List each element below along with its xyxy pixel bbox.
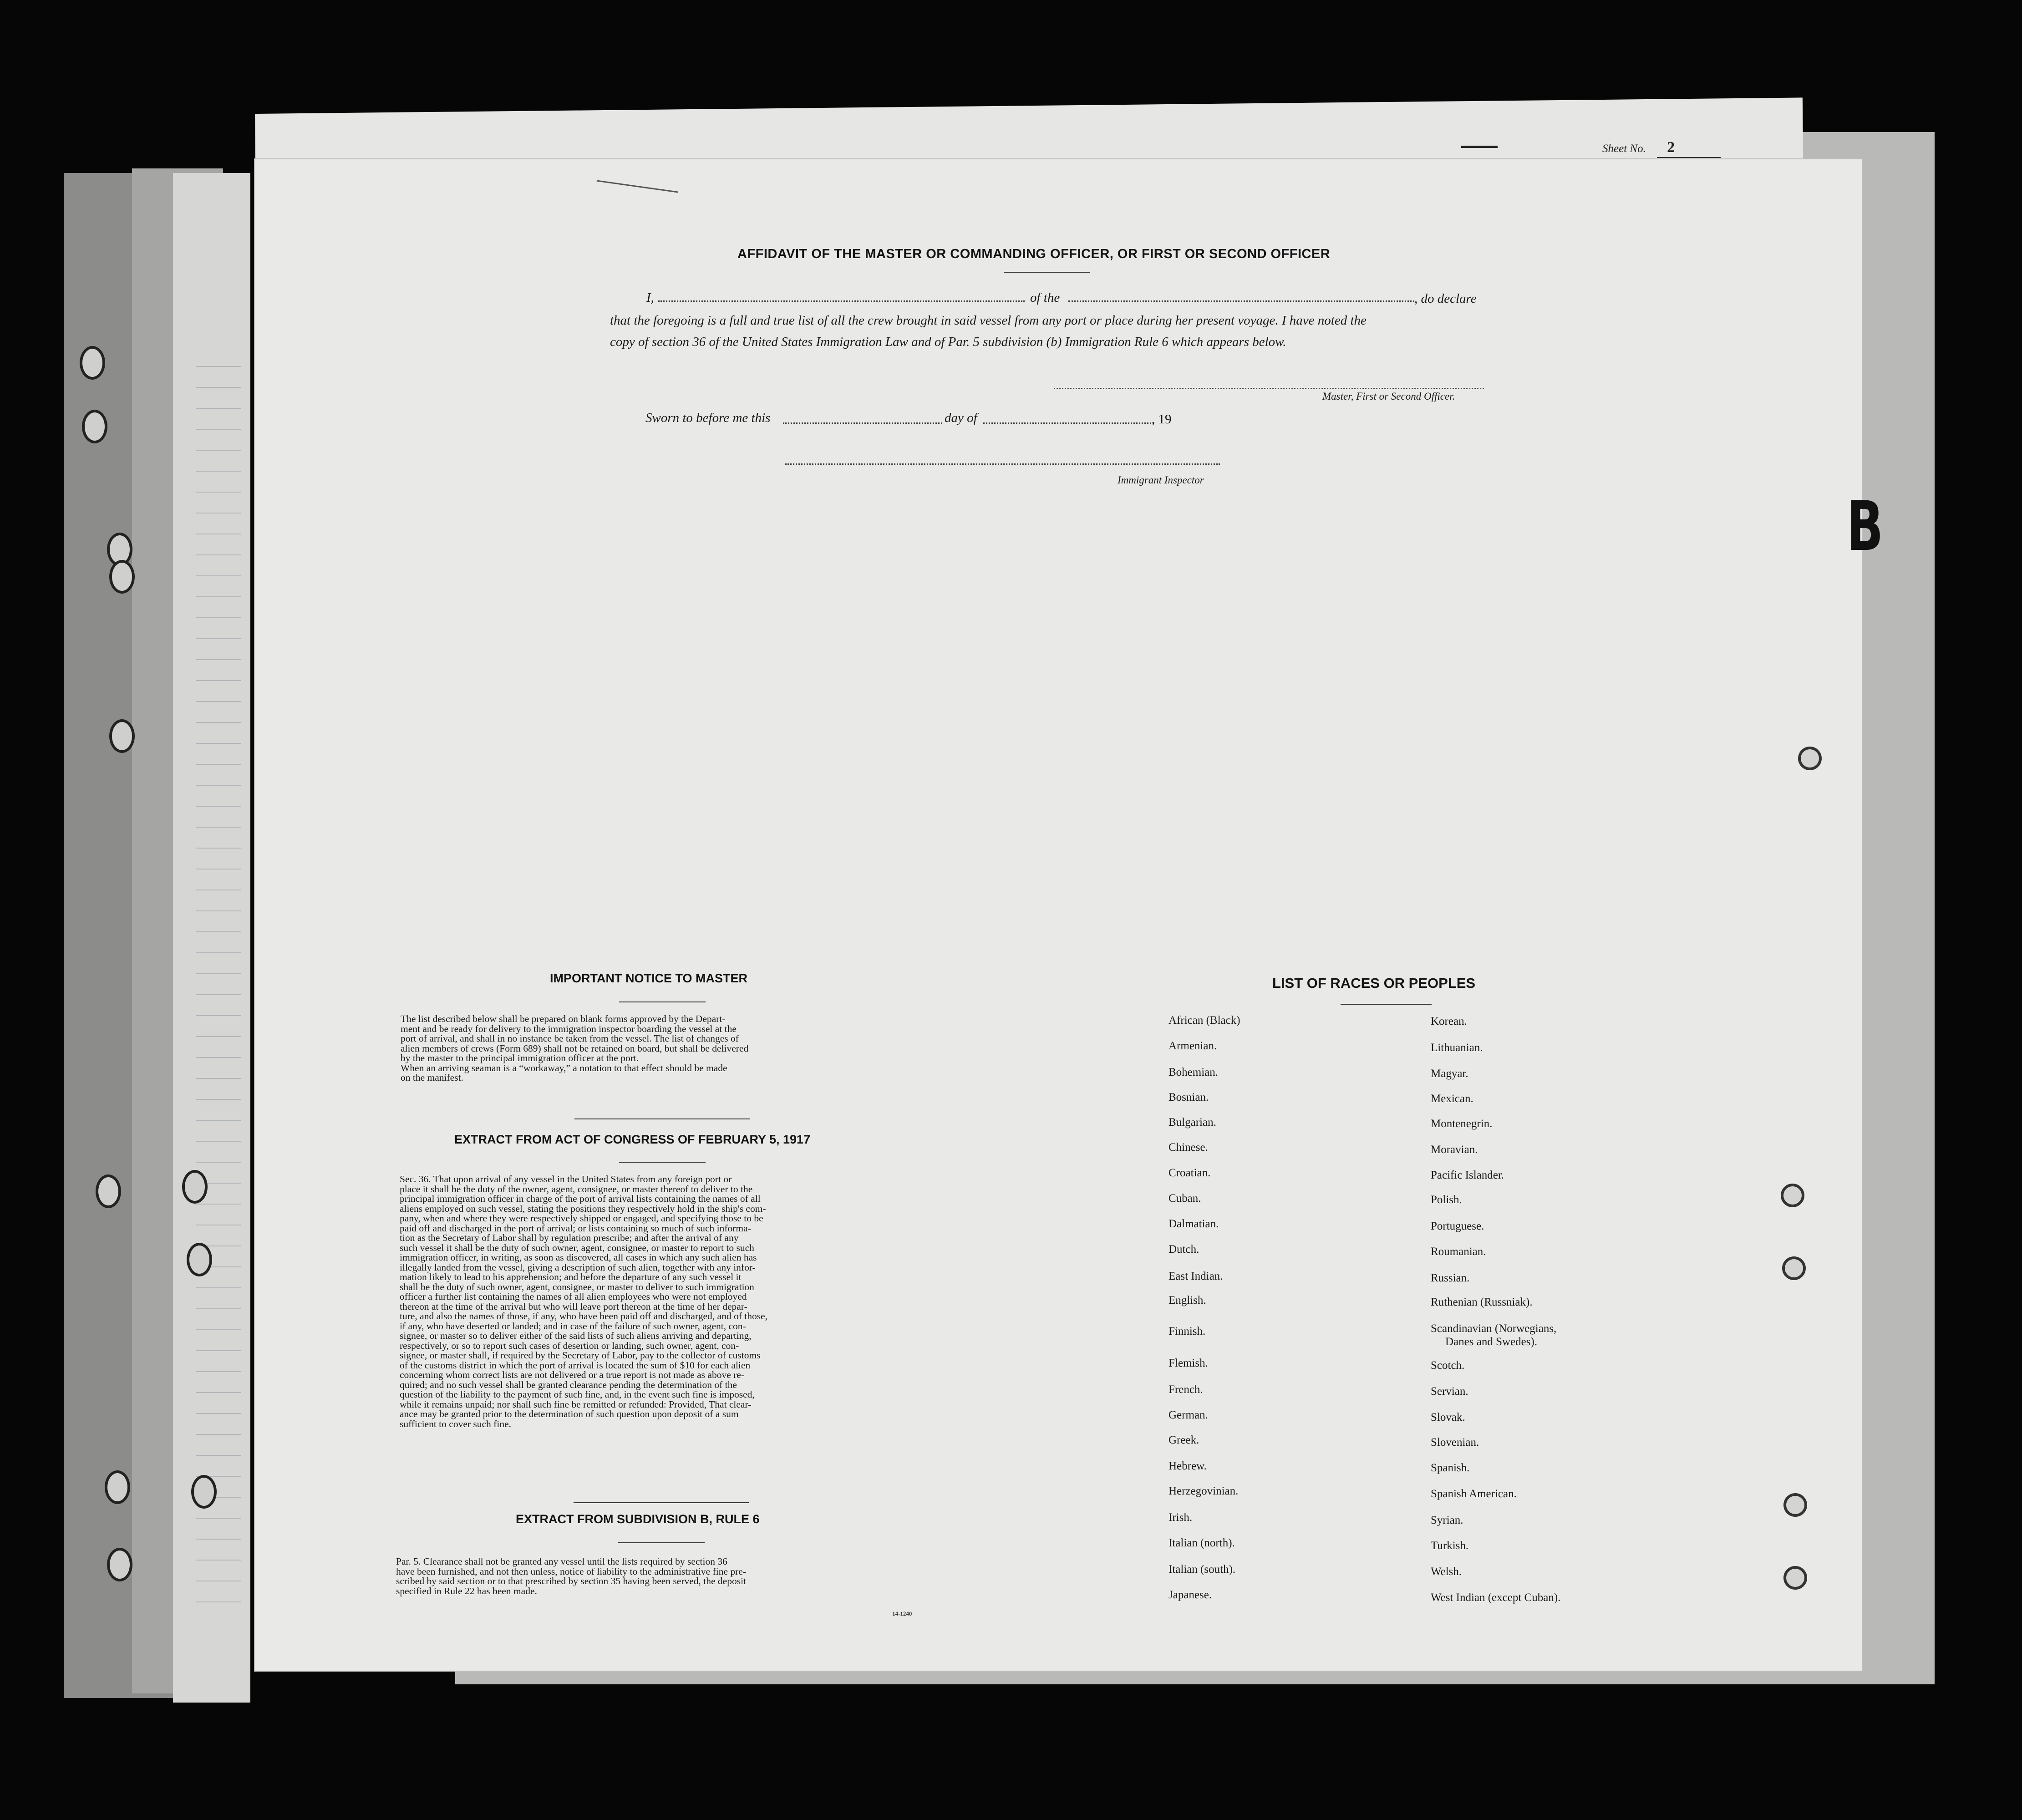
race-item: Dalmatian. [1168, 1218, 1219, 1230]
race-item: Dutch. [1168, 1243, 1199, 1256]
affidavit-line-3: copy of section 36 of the United States Immigration Law and of Par. 5 subdivision (b) Immigration Rule 6 which appears below. [610, 335, 1286, 349]
binder-hole [107, 1548, 132, 1581]
text-line: port of arrival, and shall in no instance be taken from the vessel. The list of changes of [401, 1033, 739, 1044]
text-line: aliens employed on such vessel, stating the positions they respectively hold in the ship's com- [400, 1203, 766, 1214]
race-item: East Indian. [1168, 1270, 1223, 1282]
text-line: place it shall be the duty of the owner, agent, consignee, or master thereof to deliver to the [400, 1183, 753, 1195]
text-line: The list described below shall be prepared on blank forms approved by the Depart- [401, 1013, 726, 1024]
text-line: Sec. 36. That upon arrival of any vessel in the United States from any foreign port or [400, 1174, 732, 1185]
text-line: immigration officer, in writing, as soon as discovered, all cases in which any such alien has [400, 1252, 757, 1263]
binder-hole [80, 346, 105, 380]
binder-hole [105, 1470, 130, 1504]
race-item: Pacific Islander. [1431, 1169, 1504, 1181]
race-item: Cuban. [1168, 1192, 1201, 1205]
sworn-year: , 19 [1152, 412, 1172, 427]
race-item: Bosnian. [1168, 1091, 1209, 1103]
races-rule [1341, 1004, 1432, 1005]
document-page [255, 159, 1862, 1671]
text-line: specified in Rule 22 has been made. [396, 1585, 537, 1596]
race-item: Bulgarian. [1168, 1116, 1216, 1129]
race-item: Flemish. [1168, 1357, 1208, 1369]
text-line: concerning whom correct lists are not delivered or a true report is not made as above re- [400, 1369, 744, 1380]
race-item: Chinese. [1168, 1141, 1208, 1154]
affidavit-i: I, [646, 290, 654, 305]
notice-title: IMPORTANT NOTICE TO MASTER [550, 971, 747, 985]
text-line: When an arriving seaman is a “workaway,” a notation to that effect should be made [401, 1062, 727, 1073]
binder-hole [109, 719, 135, 753]
text-line: officer a further list containing the names of all alien employees who were not employed [400, 1291, 747, 1302]
race-item: Roumanian. [1431, 1246, 1486, 1258]
race-item: Slovenian. [1431, 1436, 1479, 1449]
text-line: tion as the Secretary of Labor shall by regulation prescribe; and after the arrival of any [400, 1232, 739, 1243]
race-item: Magyar. [1431, 1068, 1468, 1080]
race-item: Bohemian. [1168, 1066, 1219, 1078]
notice-text [401, 1014, 748, 1083]
text-line: thereon at the time of the arrival but who will leave port thereon at the time of her depar- [400, 1301, 747, 1312]
ring-hole [1798, 747, 1822, 770]
affidavit-of-the: of the [1030, 290, 1060, 305]
race-item: Mexican. [1431, 1093, 1473, 1105]
race-item: Servian. [1431, 1385, 1468, 1398]
sworn-day-of: day of [945, 411, 977, 425]
text-line: quired; and no such vessel shall be granted clearance pending the determination of the [400, 1379, 737, 1390]
race-item: Lithuanian. [1431, 1042, 1483, 1054]
rule-title: EXTRACT FROM SUBDIVISION B, RULE 6 [516, 1512, 760, 1526]
inspector-blank[interactable] [785, 463, 1220, 465]
rule-rule [618, 1542, 705, 1543]
text-line: ture, and also the names of those, if any, who have been paid off and discharged, and of those, [400, 1311, 768, 1322]
act-rule [619, 1162, 706, 1163]
race-item: Montenegrin. [1431, 1118, 1493, 1130]
race-item: Irish. [1168, 1511, 1193, 1524]
race-item: Scotch. [1431, 1359, 1465, 1372]
race-item: Greek. [1168, 1434, 1199, 1446]
handwritten-mark: B [1847, 487, 1884, 566]
section-rule [574, 1502, 749, 1503]
ruled-lines [196, 346, 241, 1621]
binder-hole [187, 1243, 212, 1276]
race-item: Turkish. [1431, 1540, 1469, 1552]
race-item: West Indian (except Cuban). [1431, 1591, 1561, 1604]
races-title: LIST OF RACES OR PEOPLES [1272, 975, 1476, 991]
sheet-number-label: Sheet No. [1602, 142, 1646, 155]
ring-hole [1783, 1493, 1807, 1517]
vessel-blank[interactable] [1068, 300, 1414, 302]
text-line: of the customs district in which the port of arrival is located the sum of $10 for each alien [400, 1359, 751, 1371]
sheet-number [1602, 139, 1675, 156]
race-item: Welsh. [1431, 1566, 1462, 1578]
text-line: illegally landed from the vessel, giving a description of such alien, together with any infor- [400, 1261, 756, 1273]
text-line: principal immigration officer in charge of the port of arrival lists containing the names of all [400, 1193, 761, 1204]
inspector-label: Immigrant Inspector [1118, 474, 1204, 486]
signature-label: Master, First or Second Officer. [1322, 391, 1455, 402]
race-item: Moravian. [1431, 1144, 1478, 1156]
text-line: while it remains unpaid; nor shall such fine be remitted or refunded: Provided, That clear- [400, 1398, 752, 1410]
name-blank[interactable] [658, 300, 1025, 302]
race-item: Korean. [1431, 1015, 1467, 1027]
text-line: Par. 5. Clearance shall not be granted any vessel until the lists required by section 36 [396, 1556, 727, 1567]
race-item: German. [1168, 1409, 1208, 1421]
race-item: Spanish. [1431, 1462, 1470, 1474]
text-line: sufficient to cover such fine. [400, 1418, 511, 1429]
race-item: Japanese. [1168, 1589, 1212, 1601]
text-line: signee, or master shall, if required by the Secretary of Labor, pay to the collector of customs [400, 1350, 761, 1361]
text-line: pany, when and where they were respectively shipped or engaged, and specifying those to be [400, 1213, 763, 1224]
ring-hole [1781, 1184, 1804, 1207]
race-item: Ruthenian (Russniak). [1431, 1296, 1533, 1308]
sheet-number-value: 2 [1667, 139, 1675, 156]
text-line: if any, who have deserted or landed; and in case of the failure of such owner, agent, con- [400, 1320, 746, 1332]
race-item: Danes and Swedes). [1445, 1336, 1538, 1348]
race-item: Portuguese. [1431, 1220, 1484, 1232]
race-item: Italian (north). [1168, 1537, 1235, 1549]
form-number: 14-1240 [892, 1610, 912, 1617]
race-item: Hebrew. [1168, 1460, 1207, 1472]
sworn-month-blank[interactable] [983, 422, 1154, 424]
text-line: on the manifest. [401, 1072, 463, 1083]
text-line: scribed by said section or to that prescribed by section 35 having been served, the deposit [396, 1576, 747, 1586]
race-item: French. [1168, 1383, 1203, 1396]
affidavit-declare: , do declare [1414, 291, 1477, 306]
text-line: by the master to the principal immigration officer at the port. [401, 1052, 639, 1063]
race-item: English. [1168, 1294, 1206, 1307]
text-line: shall be the duty of such owner, agent, consignee, or master to deliver to such immigration [400, 1281, 754, 1292]
race-item: Russian. [1431, 1272, 1470, 1284]
binder-hole [182, 1170, 208, 1204]
text-line: ance may be granted prior to the determination of such question upon deposit of a sum [400, 1408, 739, 1419]
text-line: such vessel it shall be the duty of such owner, agent, consignee, or master to report to such [400, 1242, 754, 1253]
act-text [400, 1174, 767, 1429]
race-item: Scandinavian (Norwegians, [1431, 1322, 1557, 1335]
affidavit-title: AFFIDAVIT OF THE MASTER OR COMMANDING OFFICER, OR FIRST OR SECOND OFFICER [737, 247, 1331, 261]
sworn-prefix: Sworn to before me this [645, 411, 771, 425]
race-item: Syrian. [1431, 1514, 1463, 1526]
text-line: respectively, or so to report such cases of desertion or landing, such owner, agent, con- [400, 1340, 739, 1351]
text-line: question of the liability to the payment of such fine, and, in the event such fine is imposed, [400, 1389, 755, 1400]
race-item: Finnish. [1168, 1325, 1206, 1337]
act-title: EXTRACT FROM ACT OF CONGRESS OF FEBRUARY 5, 1917 [454, 1133, 811, 1146]
text-line: alien members of crews (Form 689) shall not be retained on board, but shall be delivered [401, 1042, 749, 1054]
binder-hole [96, 1174, 121, 1208]
race-item: Slovak. [1431, 1411, 1465, 1423]
ring-hole [1782, 1256, 1806, 1280]
race-item: Herzegovinian. [1168, 1485, 1239, 1497]
race-item: Armenian. [1168, 1040, 1217, 1052]
section-rule [574, 1118, 750, 1119]
title-rule [1004, 272, 1090, 273]
pencil-mark [1461, 146, 1498, 148]
text-line: signee, or master so to deliver either of the said lists of such aliens arriving and departing, [400, 1330, 752, 1341]
race-item: African (Black) [1168, 1014, 1240, 1027]
sworn-day-blank[interactable] [783, 422, 942, 424]
race-item: Polish. [1431, 1194, 1462, 1206]
binder-hole [191, 1475, 217, 1509]
text-line: paid off and discharged in the port of arrival; or lists containing so much of such informa- [400, 1222, 751, 1234]
race-item: Croatian. [1168, 1167, 1211, 1179]
binder-hole [82, 410, 107, 443]
rule-text [396, 1557, 746, 1596]
binder-hole [109, 560, 135, 594]
text-line: mation likely to lead to his apprehension; and before the departure of any such vessel it [400, 1271, 742, 1282]
ring-hole [1783, 1566, 1807, 1590]
race-item: Italian (south). [1168, 1563, 1236, 1576]
signature-blank[interactable] [1054, 388, 1484, 389]
affidavit-line-2: that the foregoing is a full and true list of all the crew brought in said vessel from any port or place during her present voyage. I have noted the [610, 313, 1367, 328]
race-item: Spanish American. [1431, 1488, 1517, 1500]
text-line: ment and be ready for delivery to the immigration inspector boarding the vessel at the [401, 1023, 737, 1034]
text-line: have been furnished, and not then unless, notice of liability to the administrative fine pre- [396, 1566, 747, 1577]
